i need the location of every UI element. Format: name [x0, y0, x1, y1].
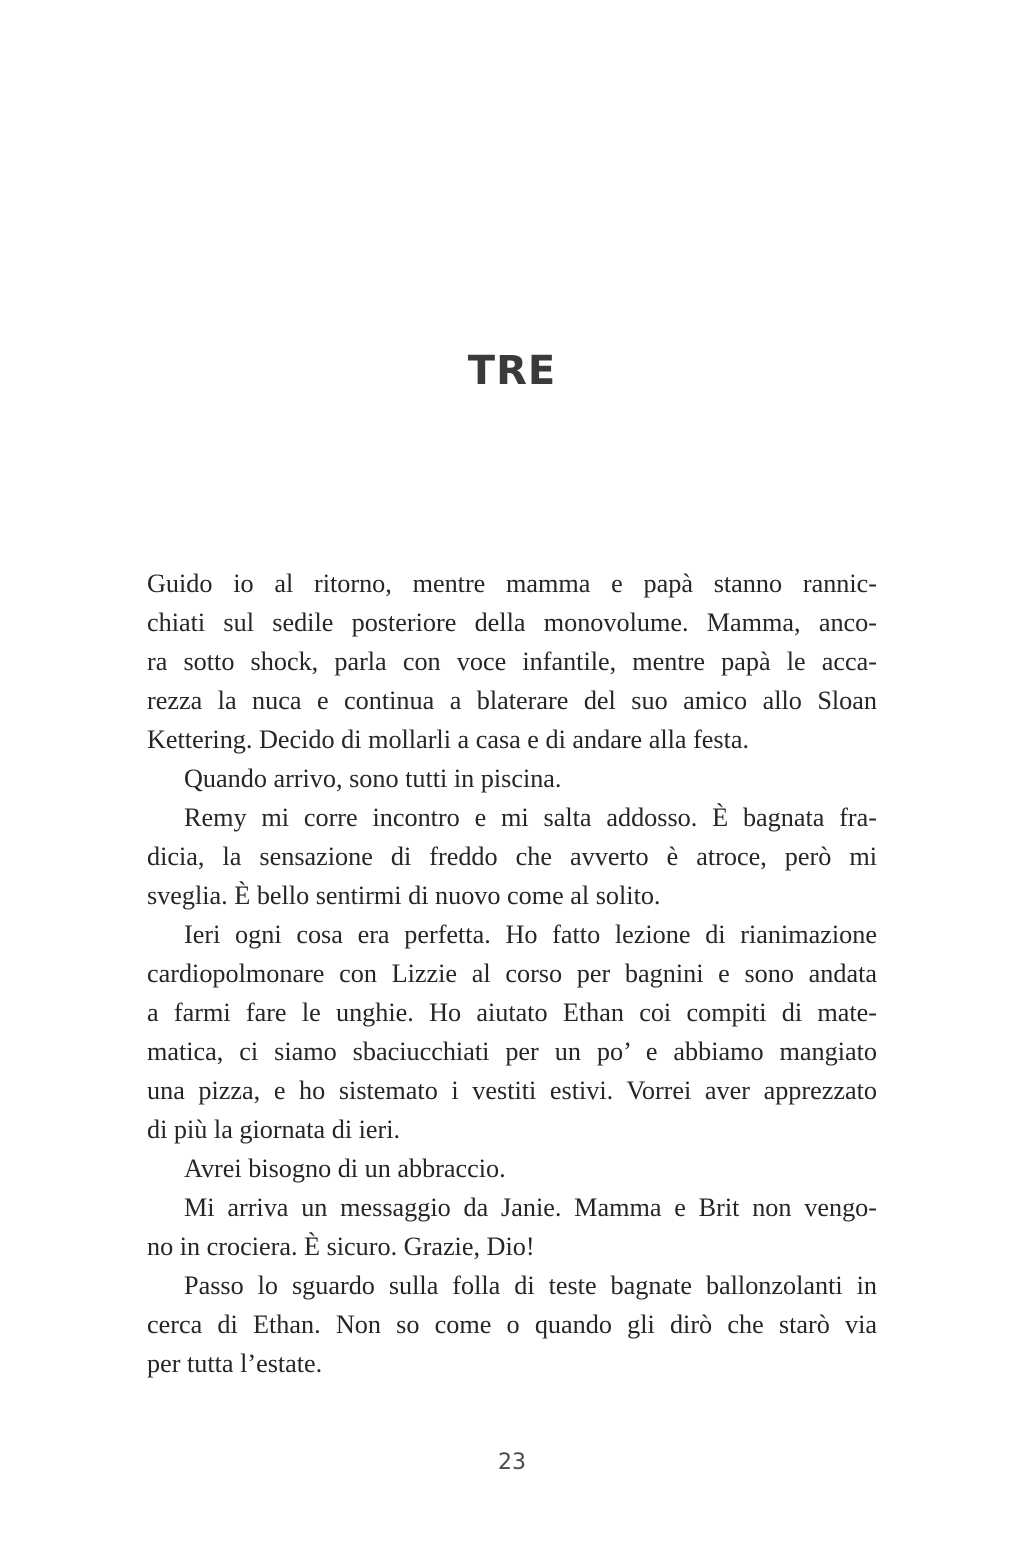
text-line: Guido io al ritorno, mentre mamma e papà stanno rannic-: [147, 569, 877, 598]
text-line: Mi arriva un messaggio da Janie. Mamma e Brit non vengo-: [184, 1193, 877, 1222]
text-line: cardiopolmonare con Lizzie al corso per bagnini e sono andata: [147, 959, 877, 988]
text-line: Passo lo sguardo sulla folla di teste bagnate ballonzolanti in: [184, 1271, 877, 1300]
text-line: dicia, la sensazione di freddo che avverto è atroce, però mi: [147, 842, 877, 871]
text-line: Remy mi corre incontro e mi salta addosso. È bagnata fra-: [184, 803, 877, 832]
text-line: a farmi fare le unghie. Ho aiutato Ethan coi compiti di mate-: [147, 998, 877, 1027]
text-line: chiati sul sedile posteriore della monovolume. Mamma, anco-: [147, 608, 877, 637]
text-line: Ieri ogni cosa era perfetta. Ho fatto lezione di rianimazione: [184, 920, 877, 949]
text-line: Kettering. Decido di mollarli a casa e di andare alla festa.: [147, 725, 750, 754]
page-number: 23: [498, 1450, 526, 1475]
body-text: [147, 564, 877, 1383]
text-line: cerca di Ethan. Non so come o quando gli dirò che starò via: [147, 1310, 877, 1339]
text-line: di più la giornata di ieri.: [147, 1115, 401, 1144]
text-line: rezza la nuca e continua a blaterare del suo amico allo Sloan: [147, 686, 877, 715]
text-line: ra sotto shock, parla con voce infantile, mentre papà le acca-: [147, 647, 877, 676]
text-line: una pizza, e ho sistemato i vestiti estivi. Vorrei aver apprezzato: [147, 1076, 877, 1105]
text-line: sveglia. È bello sentirmi di nuovo come al solito.: [147, 881, 661, 910]
chapter-title: TRE: [467, 348, 557, 394]
text-line: no in crociera. È sicuro. Grazie, Dio!: [147, 1232, 535, 1261]
text-line: Quando arrivo, sono tutti in piscina.: [184, 764, 562, 793]
text-line: per tutta l’estate.: [147, 1349, 323, 1378]
text-line: matica, ci siamo sbaciucchiati per un po’ e abbiamo mangiato: [147, 1037, 877, 1066]
text-line: Avrei bisogno di un abbraccio.: [184, 1154, 506, 1183]
